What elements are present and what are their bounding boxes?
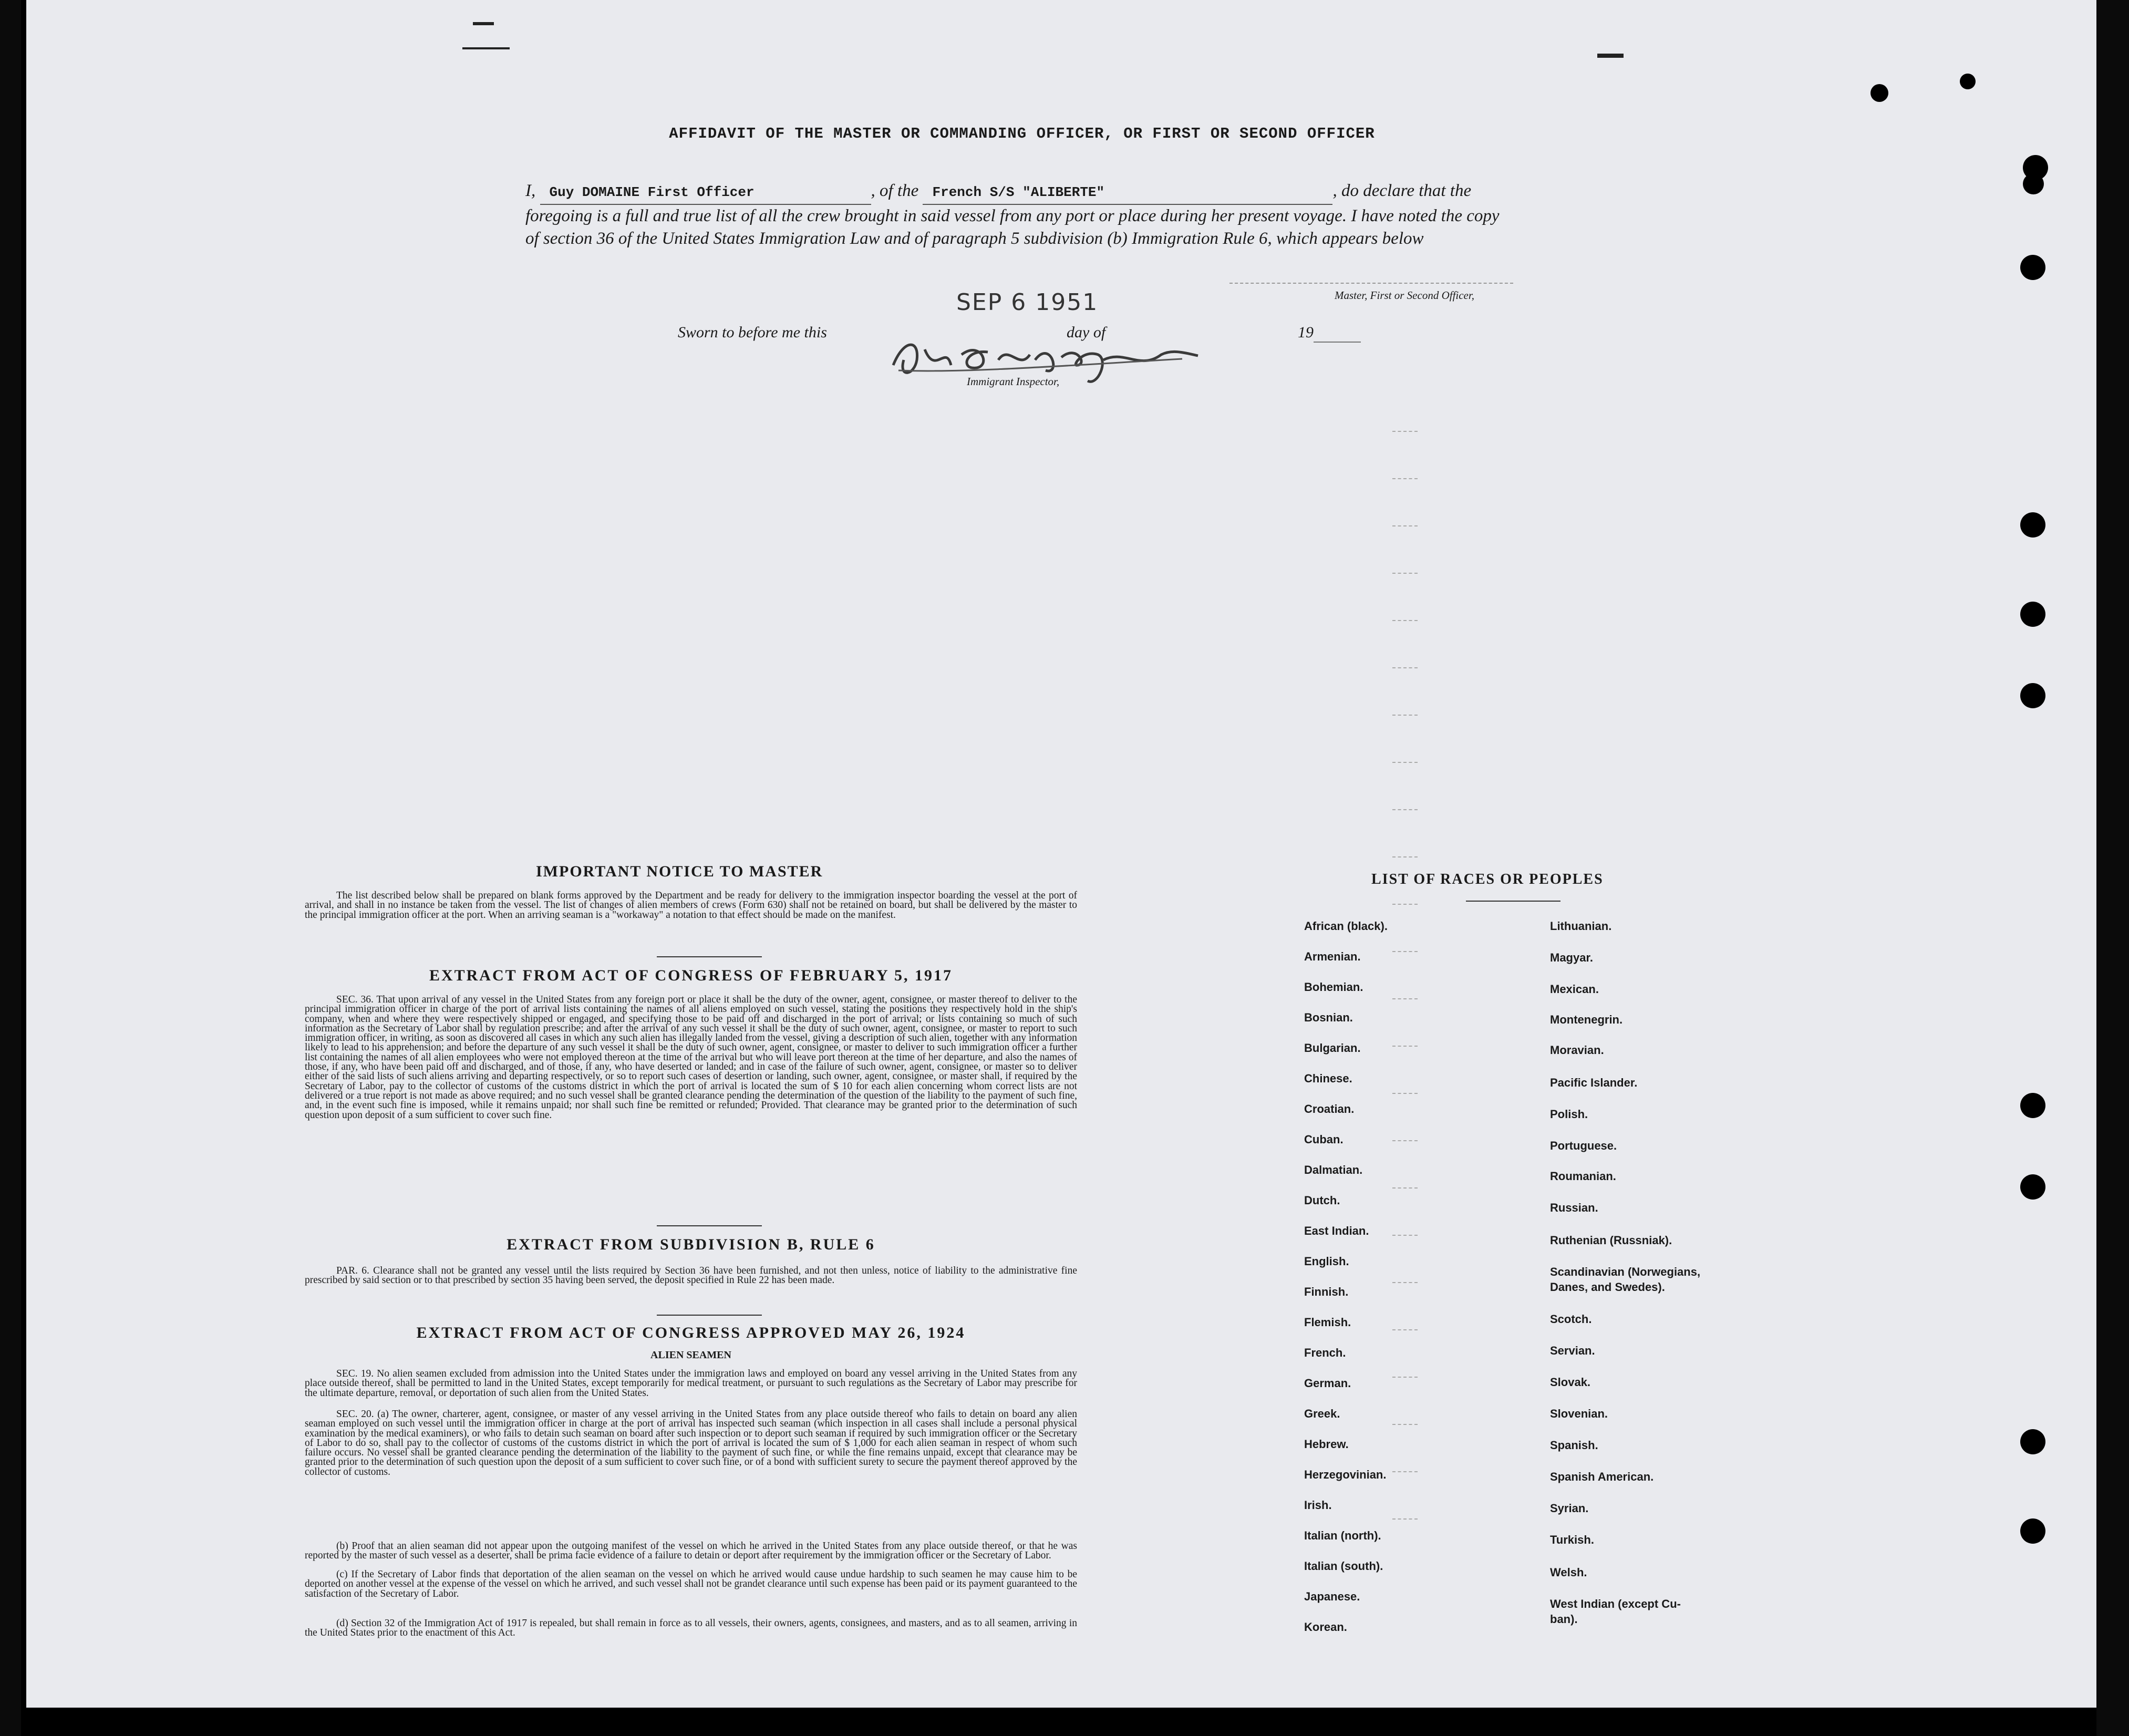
sworn-label: Sworn to before me this — [678, 324, 827, 341]
declaration-body: that the foregoing is a full and true list of all the crew brought in said vessel from any port or place during her present voyage. I have noted the copy of section 36 of the United States Immigration Law and of paragraph 5 subdivision (b) Immigration Rule 6, which appears below — [525, 181, 1500, 248]
punch-hole — [2023, 173, 2044, 194]
year-prefix: 19 — [1298, 324, 1314, 341]
declaration-i: I, — [525, 181, 536, 200]
race-item: Chinese. — [1304, 1072, 1352, 1085]
race-item: Korean. — [1304, 1620, 1347, 1634]
alien-seamen-heading: ALIEN SEAMEN — [650, 1349, 731, 1361]
race-item: Syrian. — [1550, 1502, 1589, 1515]
extract-1917-heading: EXTRACT FROM ACT OF CONGRESS OF FEBRUARY 5, 1917 — [429, 967, 953, 984]
punch-hole — [2020, 1093, 2045, 1118]
race-item: Italian (north). — [1304, 1529, 1381, 1542]
race-item: Slovak. — [1550, 1376, 1591, 1389]
sec19-body: SEC. 19. No alien seamen excluded from admission into the United States under the immigration laws and employed on board any vessel arriving in the United States from any place outside thereof, shall be permitted to land in the United States, except temporarily for medical treatment, or pursuant to such regulations as the Secretary of Labor may prescribe for the ultimate departure, removal, or deportation of such alien from the United States. — [305, 1368, 1077, 1399]
race-item: Bosnian. — [1304, 1011, 1353, 1024]
punch-hole — [2020, 683, 2045, 708]
race-item: Spanish American. — [1550, 1470, 1654, 1483]
race-item: Croatian. — [1304, 1102, 1355, 1115]
vessel-field — [923, 180, 1332, 205]
section-divider — [657, 956, 762, 957]
race-item: Portuguese. — [1550, 1139, 1617, 1152]
faint-dash-column — [1392, 431, 1419, 1566]
race-item: English. — [1304, 1255, 1349, 1268]
section-divider — [657, 1225, 762, 1226]
scan-edge-left — [0, 0, 21, 1736]
race-item: African (black). — [1304, 919, 1388, 933]
race-item: Italian (south). — [1304, 1559, 1383, 1573]
extract-1924-heading: EXTRACT FROM ACT OF CONGRESS APPROVED MAY 26, 1924 — [416, 1324, 966, 1341]
punch-hole — [2020, 255, 2045, 280]
scan-mark — [1597, 54, 1624, 58]
declaration-do-declare: , do declare — [1332, 181, 1414, 200]
race-item: Cuban. — [1304, 1133, 1343, 1146]
sec20a-body: SEC. 20. (a) The owner, charterer, agent, consignee, or master of any vessel arriving in the United States from any place outside thereof who fails to detain on board any alien seaman employed on such vessel until the immigration officer in charge at the port of arrival has inspected such seaman (which inspection in all cases shall include a personal physical examination by the medical examiners), or who fails to detain such seaman on board after such inspection or to deport such seaman if required by such immigration officer or the Secretary of Labor to do so, shall pay to the collector of customs of the customs district in which the port of arrival is located the sum of $ 1,000 for each alien seaman in respect of whom such failure occurs. No vessel shall be granted clearance pending the determination of the liability to the payment of such fine, or while the fine remains unpaid, except that clearance may be granted prior to the determination of such question upon the deposit of a sum sufficient to cover such fine, or of a bond with sufficient surety to secure the payment thereof approved by the collector of customs. — [305, 1409, 1077, 1477]
race-item: Servian. — [1550, 1344, 1595, 1357]
race-item: Welsh. — [1550, 1566, 1587, 1579]
section-divider — [657, 1315, 762, 1316]
declaration — [525, 180, 1508, 250]
race-item: Irish. — [1304, 1499, 1332, 1512]
punch-hole — [1870, 84, 1888, 102]
race-item: German. — [1304, 1377, 1351, 1390]
notice-body: The list described below shall be prepared on blank forms approved by the Department and be ready for delivery to the immigration inspector boarding the vessel at the port of arrival, and shall in no instance be taken from the vessel. The list of changes of alien members of crews (Form 630) shall not be retained on board, but shall be delivered by the master to the principal immigration officer at the port. When an arriving seaman is a "workaway" a notation to that effect should be made on the manifest. — [305, 890, 1077, 921]
affidavit-title: AFFIDAVIT OF THE MASTER OR COMMANDING OFFICER, OR FIRST OR SECOND OFFICER — [669, 125, 1375, 142]
sec20c-body: (c) If the Secretary of Labor finds that deportation of the alien seaman on the vessel on which he arrived would cause undue hardship to such seamen he may cause him to be deported on another vessel at the expense of the vessel on which he arrived, and such vessel shall not be grandet clearance until such expense has been paid or its payment guaranteed to the satisfaction of the Secretary of Labor. — [305, 1569, 1077, 1599]
vessel-name: French S/S "ALIBERTE" — [932, 184, 1105, 200]
race-item: Russian. — [1550, 1201, 1598, 1214]
day-of-text: day of — [1067, 324, 1106, 341]
race-item: Slovenian. — [1550, 1407, 1608, 1420]
race-item: French. — [1304, 1346, 1346, 1359]
race-item: Mexican. — [1550, 983, 1599, 996]
races-heading: LIST OF RACES OR PEOPLES — [1371, 871, 1604, 887]
date-stamp: SEP 6 1951 — [956, 289, 1099, 316]
declaration-of-the: , of the — [871, 181, 919, 200]
punch-hole — [2020, 1174, 2045, 1200]
race-item: Scandinavian (Norwegians, Danes, and Swedes). — [1550, 1265, 1701, 1294]
race-item: Dutch. — [1304, 1194, 1340, 1207]
race-item: Polish. — [1550, 1108, 1588, 1121]
sec20d-body: (d) Section 32 of the Immigration Act of 1917 is repealed, but shall remain in force as to all vessels, their owners, agents, consignees, and masters, and as to all seamen, arriving in the United States prior to the enactment of this Act. — [305, 1618, 1077, 1639]
race-item: Herzegovinian. — [1304, 1468, 1387, 1481]
race-item: Roumanian. — [1550, 1170, 1616, 1183]
races-divider — [1466, 901, 1560, 902]
race-item: Moravian. — [1550, 1043, 1604, 1057]
extract-1917-body: SEC. 36. That upon arrival of any vessel in the United States from any foreign port or place it shall be the duty of the owner, agent, consignee, or master thereof to deliver to the principal immigration officer in charge of the port of arrival lists containing the names of all aliens employed on such vessel, stating the positions they respectively hold in the ship's company, when and where they were respectively shipped or engaged, and specifying those to be paid off and discharged in the port of arrival; or lists containing so much of such information as the Secretary of Labor shall by regulation prescribe; and after the arrival of any such vessel it shall be the duty of such owner, agent, consignee, or master to report to such immigration officer, in writing, as soon as discovered all cases in which any such alien has illegally landed from the vessel, giving a description of such alien, together with any information likely to lead to his apprehension; and before the departure of any such vessel it shall be the duty of such owner, agent, consignee, or master to deliver to such immigration officer a further list containing the names of all alien employees who were not employed thereon at the time of the arrival but who will leave port thereon at the time of her departure, and also the names of those, if any, who have been paid off and discharged, and of those, if any, who have deserted or landed; and in case of the failure of such owner, agent, consignee, or master so to deliver either of the said lists of such aliens arriving and departing respectively, or so to report such cases of desertion or landing, such owner, agent, consignee, or master shall, if required by the Secretary of Labor, pay to the collector of customs of the customs district in which the port of arrival is located the sum of $ 10 for each alien concerning whom correct lists are not delivered or a true report is not made as above required; and no such vessel shall be granted clearance pending the determination of the question of the liability to the payment of such fine, and, in the event such fine is imposed, while it remains unpaid; nor shall such fine be remitted or refunded; Provided. That clearance may be granted prior to the determination of such question upon deposit of a sum sufficient to cover such fine. — [305, 994, 1077, 1121]
punch-hole — [2020, 1429, 2045, 1454]
race-item: Scotch. — [1550, 1313, 1592, 1326]
race-item: Ruthenian (Russniak). — [1550, 1234, 1672, 1247]
race-item: Finnish. — [1304, 1285, 1349, 1298]
scan-mark — [473, 22, 494, 25]
race-item: Flemish. — [1304, 1316, 1351, 1329]
notice-heading: IMPORTANT NOTICE TO MASTER — [536, 863, 823, 880]
race-item: West Indian (except Cu- ban). — [1550, 1597, 1681, 1626]
officer-label: Master, First or Second Officer, — [1335, 289, 1474, 302]
race-item: Pacific Islander. — [1550, 1076, 1638, 1089]
race-item: Japanese. — [1304, 1590, 1360, 1603]
race-item: Montenegrin. — [1550, 1013, 1623, 1026]
race-item: Spanish. — [1550, 1439, 1598, 1452]
punch-hole — [2020, 602, 2045, 627]
race-item: Bulgarian. — [1304, 1041, 1361, 1055]
punch-hole — [2020, 512, 2045, 538]
inspector-label: Immigrant Inspector, — [967, 375, 1060, 388]
officer-signature-line — [1229, 283, 1513, 284]
punch-hole — [2020, 1518, 2045, 1544]
sec20b-body: (b) Proof that an alien seaman did not appear upon the outgoing manifest of the vessel on which he arrived in the United States from any place outside thereof, or that he was reported by the master of such vessel as a deserter, shall be prima facie evidence of a failure to detain or deport after requirement by the immigration officer or the Secretary of Labor. — [305, 1541, 1077, 1562]
scan-edge-right — [2096, 0, 2129, 1736]
race-item: Bohemian. — [1304, 980, 1363, 994]
scan-mark — [462, 47, 510, 49]
officer-name: Guy DOMAINE First Officer — [549, 184, 755, 200]
race-item: Turkish. — [1550, 1533, 1594, 1546]
race-item: East Indian. — [1304, 1224, 1369, 1237]
race-item: Lithuanian. — [1550, 919, 1612, 933]
rule6-body: PAR. 6. Clearance shall not be granted any vessel until the lists required by Section 36 have been furnished, and not then unless, notice of liability to the administrative fine prescribed by said section or to that prescribed by section 35 having been served, the deposit specified in Rule 22 has been made. — [305, 1265, 1077, 1286]
rule6-heading: EXTRACT FROM SUBDIVISION B, RULE 6 — [507, 1236, 875, 1253]
race-item: Armenian. — [1304, 950, 1361, 963]
officer-name-field — [540, 180, 871, 205]
punch-hole — [1960, 74, 1976, 89]
race-item: Greek. — [1304, 1407, 1340, 1420]
year-line — [1314, 342, 1361, 343]
race-item: Dalmatian. — [1304, 1163, 1363, 1176]
race-item: Magyar. — [1550, 951, 1593, 964]
race-item: Hebrew. — [1304, 1438, 1349, 1451]
sworn-text — [678, 324, 827, 342]
